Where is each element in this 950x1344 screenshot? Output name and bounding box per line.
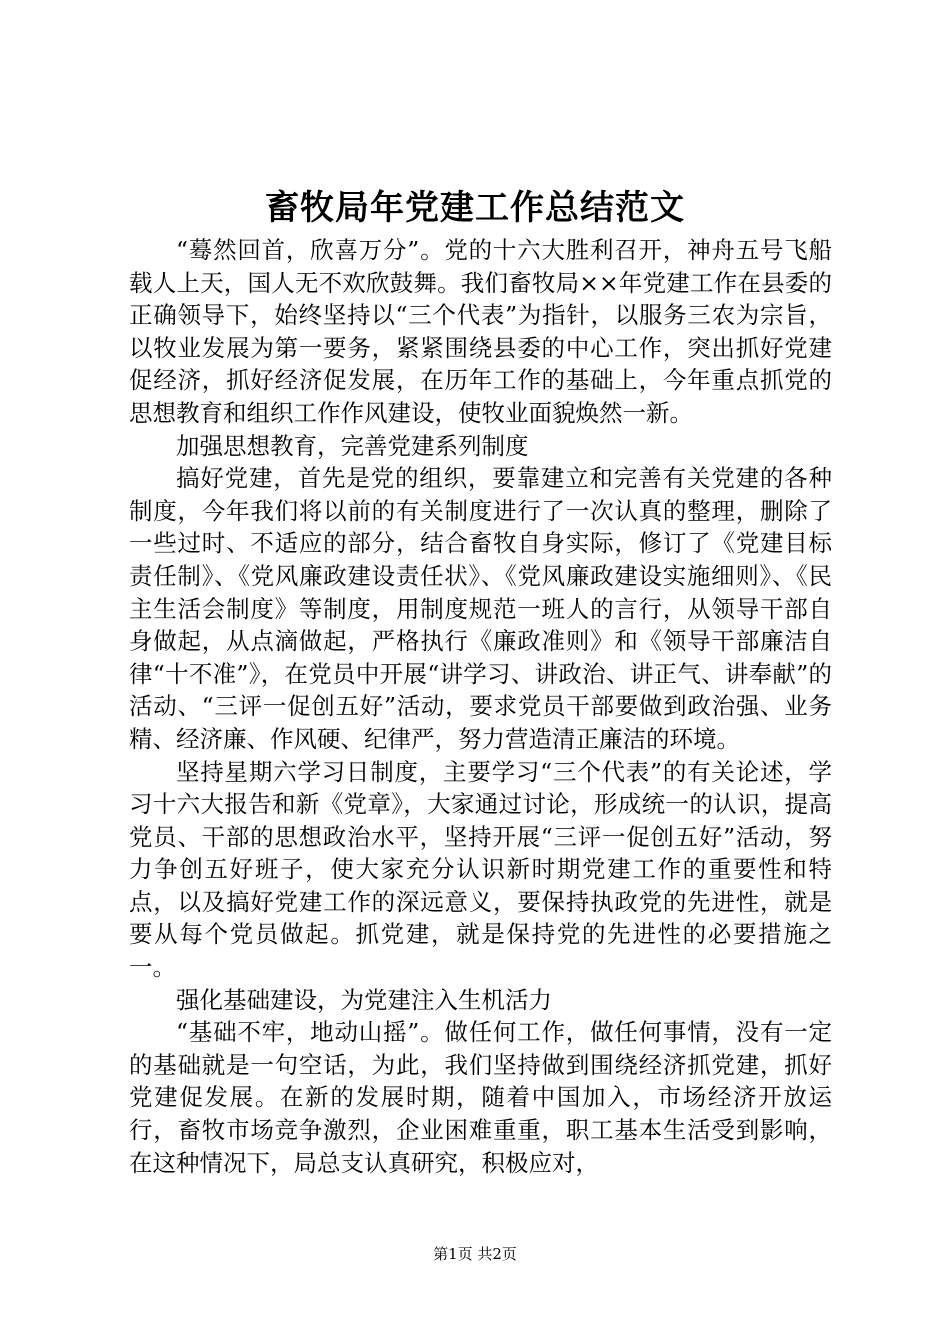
paragraph-intro: “蓦然回首，欣喜万分”。党的十六大胜利召开，神舟五号飞船载人上天，国人无不欢欣鼓舞。我们畜牧局××年党建工作在县委的正确领导下，始终坚持以“三个代表”为指针，以服务三农为宗旨，以牧业发展为第一要务，紧紧围绕县委的中心工作，突出抓好党建促经济，抓好经济促发展，在历年工作的基础上，今年重点抓党的思想教育和组织工作作风建设，使牧业面貌焕然一新。 bbox=[129, 236, 832, 427]
paragraph-institutions: 搞好党建，首先是党的组织，要靠建立和完善有关党建的各种制度，今年我们将以前的有关制度进行了一次认真的整理，删除了一些过时、不适应的部分，结合畜牧自身实际，修订了《党建目标责任制》、《党风廉政建设责任状》、《党风廉政建设实施细则》、《民主生活会制度》等制度，用制度规范一班人的言行，从领导干部自身做起，从点滴做起，严格执行《廉政准则》和《领导干部廉洁自律“十不准”》，在党员中开展“讲学习、讲政治、讲正气、讲奉献”的活动、“三评一促创五好”活动，要求党员干部要做到政治强、业务精、经济廉、作风硬、纪律严，努力营造清正廉洁的环境。 bbox=[129, 464, 832, 753]
paragraph-foundation: “基础不牢，地动山摇”。做任何工作，做任何事情，没有一定的基础就是一句空话，为此，我们坚持做到围绕经济抓党建，抓好党建促发展。在新的发展时期，随着中国加入，市场经济开放运行，畜牧市场竞争激烈，企业困难重重，职工基本生活受到影响，在这种情况下，局总支认真研究，积极应对， bbox=[129, 1018, 832, 1177]
section-heading-thought-education: 加强思想教育，完善党建系列制度 bbox=[176, 431, 529, 460]
paragraph-study-day: 坚持星期六学习日制度，主要学习“三个代表”的有关论述，学习十六大报告和新《党章》，大家通过讨论，形成统一的认识，提高党员、干部的思想政治水平，坚持开展“三评一促创五好”活动，努力争创五好班子，使大家充分认识新时期党建工作的重要性和特点，以及搞好党建工作的深远意义，要保持执政党的先进性，就是要从每个党员做起。抓党建，就是保持党的先进性的必要措施之一。 bbox=[129, 757, 832, 982]
document-body bbox=[129, 234, 832, 1179]
page-footer: 第1页 共2页 bbox=[433, 1245, 517, 1263]
section-heading-foundation: 强化基础建设，为党建注入生机活力 bbox=[176, 985, 552, 1014]
document-title: 畜牧局年党建工作总结范文 bbox=[265, 188, 685, 228]
